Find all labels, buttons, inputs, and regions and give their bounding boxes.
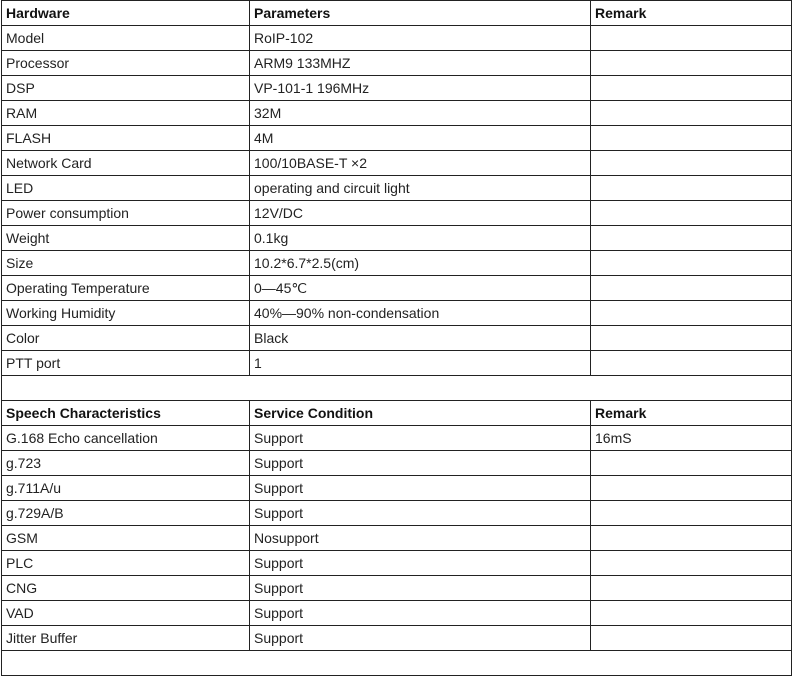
speech-row	[2, 501, 792, 526]
hardware-row	[2, 326, 792, 351]
value-cell: 1	[250, 351, 591, 376]
value-cell: 0—45℃	[250, 276, 591, 301]
spec-table-body	[2, 1, 792, 676]
value-cell: Nosupport	[250, 526, 591, 551]
spacer-cell	[2, 376, 792, 401]
value-cell: operating and circuit light	[250, 176, 591, 201]
speech-row	[2, 451, 792, 476]
value-cell: Black	[250, 326, 591, 351]
value-cell: 100/10BASE-T ×2	[250, 151, 591, 176]
value-cell: ARM9 133MHZ	[250, 51, 591, 76]
speech-header-row	[2, 401, 792, 426]
value-cell: VP-101-1 196MHz	[250, 76, 591, 101]
item-cell: VAD	[2, 601, 250, 626]
item-cell: RAM	[2, 101, 250, 126]
remark-cell	[591, 301, 792, 326]
speech-row	[2, 626, 792, 651]
value-cell: 10.2*6.7*2.5(cm)	[250, 251, 591, 276]
item-cell: FLASH	[2, 126, 250, 151]
remark-cell	[591, 576, 792, 601]
hardware-row	[2, 251, 792, 276]
remark-cell: 16mS	[591, 426, 792, 451]
parameters-header-cell: Parameters	[250, 1, 591, 26]
item-cell: GSM	[2, 526, 250, 551]
value-cell: RoIP-102	[250, 26, 591, 51]
remark-cell	[591, 26, 792, 51]
value-cell: 12V/DC	[250, 201, 591, 226]
value-cell: Support	[250, 601, 591, 626]
spacer-cell	[2, 651, 792, 676]
trailing-spacer-row	[2, 651, 792, 676]
hardware-header-cell: Hardware	[2, 1, 250, 26]
hardware-row	[2, 351, 792, 376]
remark-cell	[591, 76, 792, 101]
remark-cell	[591, 276, 792, 301]
value-cell: 0.1kg	[250, 226, 591, 251]
remark-cell	[591, 476, 792, 501]
remark-cell	[591, 601, 792, 626]
remark-cell	[591, 201, 792, 226]
value-cell: Support	[250, 576, 591, 601]
value-cell: Support	[250, 551, 591, 576]
item-cell: g.711A/u	[2, 476, 250, 501]
remark-cell	[591, 101, 792, 126]
item-cell: Model	[2, 26, 250, 51]
item-cell: LED	[2, 176, 250, 201]
item-cell: PTT port	[2, 351, 250, 376]
remark-cell	[591, 551, 792, 576]
hardware-header-row	[2, 1, 792, 26]
item-cell: Color	[2, 326, 250, 351]
remark-cell	[591, 126, 792, 151]
speech-row	[2, 601, 792, 626]
item-cell: Power consumption	[2, 201, 250, 226]
item-cell: CNG	[2, 576, 250, 601]
remark-cell	[591, 251, 792, 276]
hardware-row	[2, 201, 792, 226]
hardware-row	[2, 176, 792, 201]
value-cell: 32M	[250, 101, 591, 126]
remark-cell	[591, 51, 792, 76]
remark-cell	[591, 526, 792, 551]
hardware-row	[2, 301, 792, 326]
speech-row	[2, 426, 792, 451]
item-cell: Jitter Buffer	[2, 626, 250, 651]
item-cell: Processor	[2, 51, 250, 76]
item-cell: PLC	[2, 551, 250, 576]
value-cell: 40%—90% non-condensation	[250, 301, 591, 326]
remark-cell	[591, 226, 792, 251]
remark-header-cell: Remark	[591, 401, 792, 426]
remark-cell	[591, 501, 792, 526]
hardware-row	[2, 126, 792, 151]
hardware-row	[2, 276, 792, 301]
section-spacer-row	[2, 376, 792, 401]
item-cell: G.168 Echo cancellation	[2, 426, 250, 451]
hardware-row	[2, 76, 792, 101]
speech-characteristics-header-cell: Speech Characteristics	[2, 401, 250, 426]
value-cell: Support	[250, 426, 591, 451]
remark-cell	[591, 451, 792, 476]
remark-cell	[591, 176, 792, 201]
value-cell: Support	[250, 626, 591, 651]
spec-table	[1, 0, 792, 676]
service-condition-header-cell: Service Condition	[250, 401, 591, 426]
speech-row	[2, 576, 792, 601]
remark-cell	[591, 326, 792, 351]
item-cell: DSP	[2, 76, 250, 101]
item-cell: Working Humidity	[2, 301, 250, 326]
remark-cell	[591, 151, 792, 176]
value-cell: Support	[250, 501, 591, 526]
speech-row	[2, 551, 792, 576]
item-cell: Weight	[2, 226, 250, 251]
hardware-row	[2, 151, 792, 176]
speech-row	[2, 526, 792, 551]
value-cell: 4M	[250, 126, 591, 151]
value-cell: Support	[250, 476, 591, 501]
item-cell: Operating Temperature	[2, 276, 250, 301]
hardware-row	[2, 226, 792, 251]
item-cell: g.729A/B	[2, 501, 250, 526]
item-cell: g.723	[2, 451, 250, 476]
item-cell: Network Card	[2, 151, 250, 176]
remark-cell	[591, 626, 792, 651]
hardware-row	[2, 51, 792, 76]
hardware-row	[2, 101, 792, 126]
value-cell: Support	[250, 451, 591, 476]
speech-row	[2, 476, 792, 501]
remark-header-cell: Remark	[591, 1, 792, 26]
item-cell: Size	[2, 251, 250, 276]
remark-cell	[591, 351, 792, 376]
hardware-row	[2, 26, 792, 51]
